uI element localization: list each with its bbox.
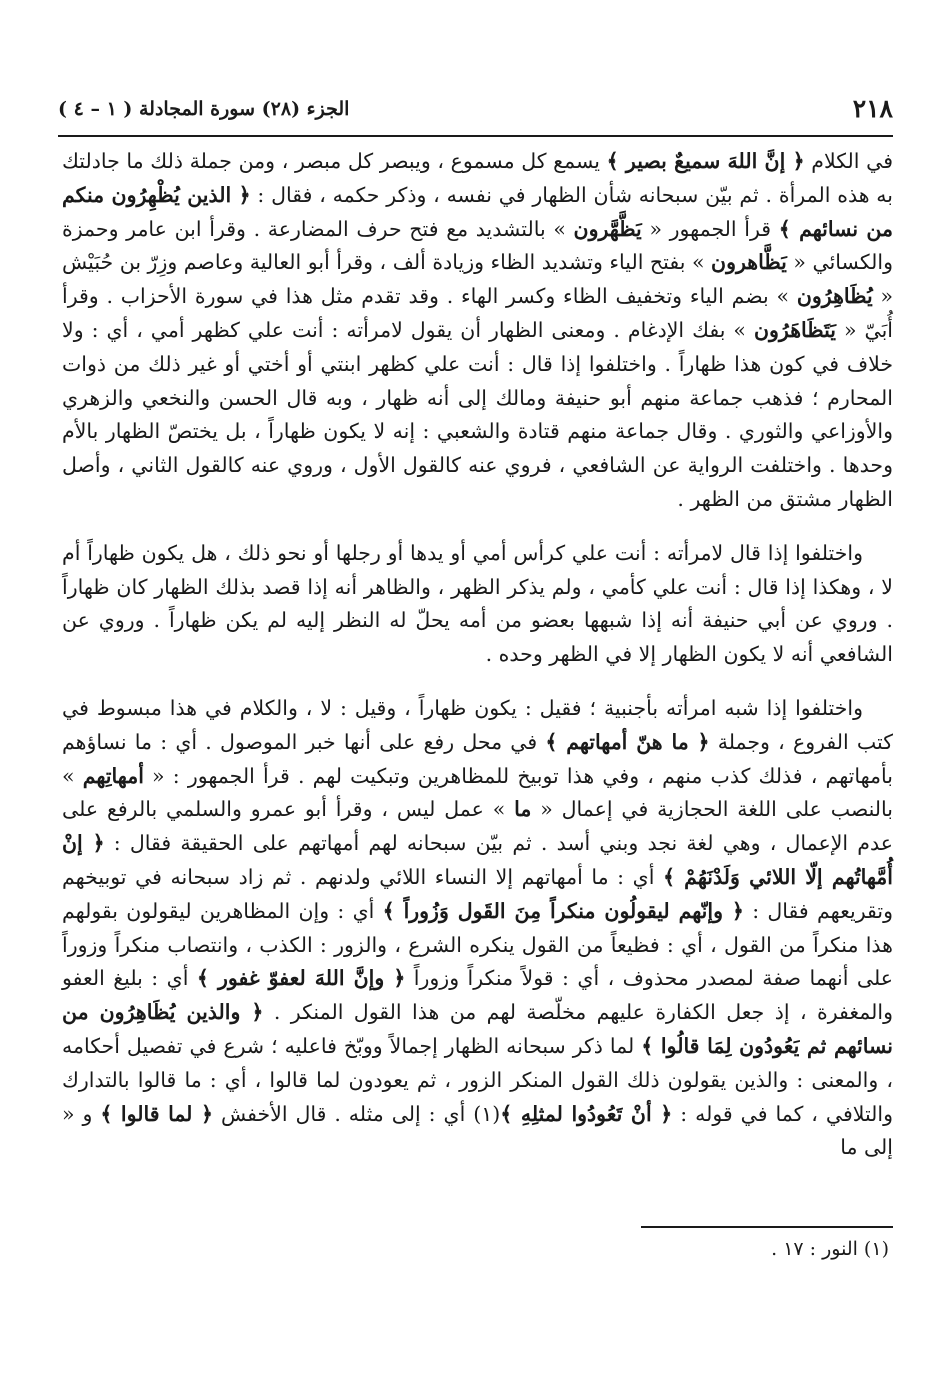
body-text	[62, 145, 893, 1165]
quran-quote: يُظَاهِرُون	[796, 284, 873, 309]
text-run: و « إلى ما	[62, 1101, 893, 1160]
quran-quote: يَظَّهَّرون	[573, 216, 642, 241]
page-header	[58, 92, 893, 136]
paragraph	[62, 145, 893, 517]
quran-quote: ﴿ والذين يُظَاهِرُون من نسائهم ثم يَعُودُون لِمَا قالُوا ﴾	[62, 1000, 893, 1058]
quran-quote: يَظَّاهرون	[711, 250, 787, 275]
text-run: واختلفوا إذا قال لامرأته : أنت علي كرأس أمي أو يدها أو رجلها أو نحو ذلك ، هل يكون ظهاراً أم لا ، وهكذا إذا قال : أنت علي كأمي ، ولم يذكر الظهر ، والظاهر أنه إذا قصد بذلك الظهار كان ظهاراً . وروي عن أبي حنيفة أنه إذا شبهها بعضو من أمه يحلّ له النظر إليه لم يكن ظهاراً . وروي عن الشافعي أنه لا يكون الظهار إلا في الظهر وحده .	[62, 540, 893, 667]
header-divider	[58, 135, 893, 137]
footnote-divider	[641, 1226, 893, 1228]
text-run: واختلفوا إذا شبه امرأته بأجنبية ؛ فقيل : يكون ظهاراً ، وقيل : لا ، والكلام في هذا مبسوط في كتب الفروع ، وجملة	[62, 695, 893, 754]
text-run: » بالنصب على اللغة الحجازية في إعمال «	[62, 763, 893, 822]
text-run: » بالتشديد مع فتح حرف المضارعة . وقرأ ابن عامر وحمزة والكسائي «	[62, 216, 893, 275]
text-run: لما ذكر سبحانه الظهار إجمالاً ووبّخ فاعليه ؛ شرع في تفصيل أحكامه ، والمعنى : والذين يقولون ذلك القول المنكر الزور ، ثم يعودون لما قالوا ، أي : ما قالوا بالتدارك والتلافي ، كما في قوله :	[62, 1033, 894, 1126]
quran-quote: ﴿ لما قالوا ﴾	[100, 1101, 213, 1126]
text-run: يسمع كل مسموع ، ويبصر كل مبصر ، ومن جملة ذلك ما جادلتك به هذه المرأة . ثم بيّن سبحانه شأن الظهار في نفسه ، وذكر حكمه ، فقال :	[62, 149, 893, 207]
text-run: قرأ الجمهور «	[641, 216, 779, 241]
text-run: أي : ما أمهاتهم إلا النساء اللائي ولدنهم . ثم زاد سبحانه في توبيخهم وتقريعهم فقال :	[62, 864, 893, 923]
quran-quote: ما	[514, 797, 532, 822]
text-run: أي : وإن المظاهرين ليقولون بقولهم هذا منكراً من القول ، أي : فظيعاً من القول ينكره الشرع ، والزور : الكذب ، وانتصاب منكراً وزوراً على أنهما صفة لمصدر محذوف ، أي : قولاً منكراً وزوراً	[62, 898, 893, 991]
quran-quote: يَتَظَاهَرُون	[753, 317, 836, 342]
quran-quote: ﴿ وإنّهم ليقولُون منكراً مِنَ القَول وَزُوراً ﴾	[382, 898, 744, 923]
quran-quote: ﴿ إنَّ اللهَ سميعٌ بصير ﴾	[606, 149, 805, 173]
text-run: في الكلام	[804, 149, 893, 173]
running-title: الجزء (٢٨) سورة المجادلة ( ١ – ٤ )	[58, 98, 350, 120]
text-run: » بفتح الياء وتشديد الظاء وزيادة ألف ، وقرأ أبو العالية وعاصم وزِرّ بن حُبَيْش «	[62, 250, 893, 309]
text-run: في محل رفع على أنها خبر الموصول . أي : ما نساؤهم بأمهاتهم ، فذلك كذب منهم ، وفي هذا توبيخ للمظاهرين وتبكيت لهم . قرأ الجمهور : «	[62, 729, 893, 788]
quran-quote: ﴿ الذين يُظْهِرُون منكم من نسائهم ﴾	[62, 182, 893, 241]
quran-quote: ﴿ وإنَّ اللهَ لعفوّ غفور ﴾	[196, 966, 406, 991]
page-number: ٢١٨	[852, 94, 893, 123]
quran-quote: ﴿ ما هنّ أمهاتهم ﴾	[545, 729, 710, 754]
text-run: أي : بليغ العفو والمغفرة ، إذ جعل الكفارة عليهم مخلّصة لهم من هذا القول المنكر .	[62, 966, 894, 1025]
text-run: » بضم الياء وتخفيف الظاء وكسر الهاء . وقد تقدم مثل هذا في سورة الأحزاب . وقرأ أُبَيّ «	[62, 284, 893, 342]
text-run: » بفك الإدغام . ومعنى الظهار أن يقول لامرأته : أنت علي كظهر أمي ، أي : ولا خلاف في كون هذا ظهاراً . واختلفوا إذا قال : أنت علي كظهر ابنتي أو أختي أو غير ذلك من ذوات المحارم ؛ فذهب جماعة منهم أبو حنيفة ومالك إلى أنه ظهار ، وبه قال الحسن والنخعي والزهري والأوزاعي والثوري . وقال جماعة منهم قتادة والشعبي : إنه لا يكون ظهاراً ، بل يختصّ الظهار بالأم وحدها . واختلفت الرواية عن الشافعي ، فروي عنه كالقول الأول ، وروي عنه كالقول الثاني ، وأصل الظهار مشتق من الظهر .	[62, 317, 893, 511]
text-run: (١) أي : إلى مثله . قال الأخفش	[213, 1101, 501, 1126]
quran-quote: أمهاتِهم	[82, 763, 144, 788]
quran-quote: ﴿ أنْ تَعُودُوا لمثلِهِ ﴾	[500, 1101, 673, 1126]
paragraph	[62, 537, 893, 672]
text-run: » عمل ليس ، وقرأ أبو عمرو والسلمي بالرفع على عدم الإعمال ، وهي لغة نجد وبني أسد . ثم بيّن سبحانه لهم أمهاتهم على الحقيقة فقال :	[62, 797, 893, 856]
quran-quote: ﴿ إنْ أُمَّهاتُهم إلّا اللائي وَلَدْنَهُمْ ﴾	[62, 831, 893, 889]
footnote: (١) النور : ١٧ .	[771, 1238, 889, 1260]
paragraph	[62, 692, 893, 1165]
